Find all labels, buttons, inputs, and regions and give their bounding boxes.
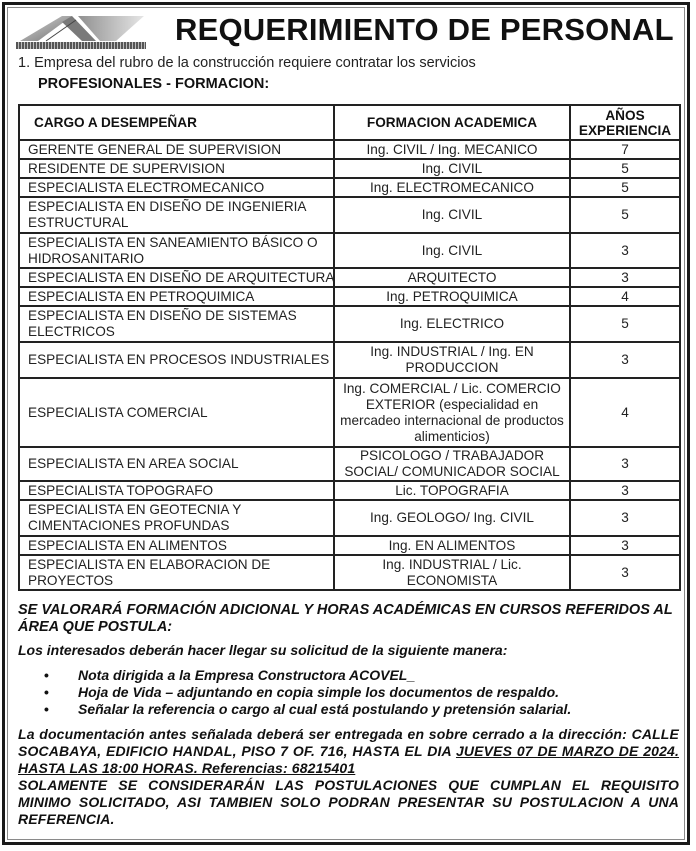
cell-cargo: ESPECIALISTA EN PETROQUIMICA	[19, 287, 334, 306]
cell-anos: 4	[570, 287, 680, 306]
column-header-anos: AÑOS EXPERIENCIA	[570, 105, 680, 140]
list-item: • Nota dirigida a la Empresa Constructora ACOVEL_	[78, 667, 679, 684]
cell-cargo: GERENTE GENERAL DE SUPERVISION	[19, 140, 334, 159]
cell-cargo: ESPECIALISTA EN PROCESOS INDUSTRIALES	[19, 342, 334, 378]
cell-cargo: ESPECIALISTA EN DISEÑO DE INGENIERIA ESTRUCTURAL	[19, 197, 334, 233]
table-row	[19, 287, 680, 306]
table-row	[19, 178, 680, 197]
table-row	[19, 536, 680, 555]
instructions-intro: Los interesados deberán hacer llegar su solicitud de la siguiente manera:	[18, 642, 508, 658]
table-row	[19, 197, 680, 233]
cell-formacion: Ing. ELECTRICO	[334, 306, 570, 342]
table-row	[19, 233, 680, 268]
list-item: • Señalar la referencia o cargo al cual está postulando y pretensión salarial.	[78, 701, 679, 718]
logo-caption	[16, 42, 146, 49]
cell-anos: 5	[570, 178, 680, 197]
cell-anos: 3	[570, 536, 680, 555]
cell-formacion: PSICOLOGO / TRABAJADOR SOCIAL/ COMUNICADOR SOCIAL	[334, 447, 570, 481]
cell-cargo: ESPECIALISTA EN ELABORACION DE PROYECTOS	[19, 555, 334, 590]
cell-formacion: Ing. PETROQUIMICA	[334, 287, 570, 306]
cell-cargo: ESPECIALISTA TOPOGRAFO	[19, 481, 334, 500]
cell-anos: 3	[570, 500, 680, 536]
table-header-row	[19, 105, 680, 140]
cell-cargo: ESPECIALISTA ELECTROMECANICO	[19, 178, 334, 197]
valoracion-note: SE VALORARÁ FORMACIÓN ADICIONAL Y HORAS ACADÉMICAS EN CURSOS REFERIDOS AL ÁREA QUE POSTULA:	[18, 602, 673, 635]
section-subheading: PROFESIONALES - FORMACION:	[38, 76, 270, 92]
cell-formacion: Ing. INDUSTRIAL / Lic. ECONOMISTA	[334, 555, 570, 590]
cell-formacion: Ing. INDUSTRIAL / Ing. EN PRODUCCION	[334, 342, 570, 378]
cell-anos: 7	[570, 140, 680, 159]
cell-formacion: Ing. CIVIL	[334, 233, 570, 268]
cell-anos: 3	[570, 555, 680, 590]
cell-cargo: RESIDENTE DE SUPERVISION	[19, 159, 334, 178]
cell-anos: 5	[570, 306, 680, 342]
cell-formacion: Ing. GEOLOGO/ Ing. CIVIL	[334, 500, 570, 536]
cell-anos: 5	[570, 159, 680, 178]
table-row	[19, 555, 680, 590]
page-title: REQUERIMIENTO DE PERSONAL	[175, 12, 674, 47]
cell-cargo: ESPECIALISTA EN SANEAMIENTO BÁSICO O HIDROSANITARIO	[19, 233, 334, 268]
cell-anos: 3	[570, 447, 680, 481]
cell-formacion: ARQUITECTO	[334, 268, 570, 287]
table-row	[19, 447, 680, 481]
company-logo	[16, 12, 146, 50]
cell-cargo: ESPECIALISTA EN ALIMENTOS	[19, 536, 334, 555]
cell-formacion: Ing. COMERCIAL / Lic. COMERCIO EXTERIOR (especialidad en mercadeo internacional de productos alimenticios)	[334, 378, 570, 447]
cell-formacion: Ing. CIVIL / Ing. MECANICO	[334, 140, 570, 159]
column-header-cargo: CARGO A DESEMPEÑAR	[19, 105, 334, 140]
table-row	[19, 268, 680, 287]
table-row	[19, 378, 680, 447]
column-header-formacion: FORMACION ACADEMICA	[334, 105, 570, 140]
cell-cargo: ESPECIALISTA EN AREA SOCIAL	[19, 447, 334, 481]
cell-anos: 5	[570, 197, 680, 233]
cell-cargo: ESPECIALISTA EN DISEÑO DE ARQUITECTURA	[19, 268, 334, 287]
cell-cargo: ESPECIALISTA COMERCIAL	[19, 378, 334, 447]
table-row	[19, 481, 680, 500]
cell-anos: 3	[570, 268, 680, 287]
list-item: • Hoja de Vida – adjuntando en copia simple los documentos de respaldo.	[78, 684, 679, 701]
cell-formacion: Ing. CIVIL	[334, 197, 570, 233]
delivery-instructions	[18, 726, 679, 777]
intro-text: 1. Empresa del rubro de la construcción requiere contratar los servicios	[18, 55, 476, 71]
table-row	[19, 306, 680, 342]
delivery-address: La documentación antes señalada deberá ser entregada en sobre cerrado a la dirección: CALLE SOCABAYA, EDIFICIO HANDAL, PISO 7 OF. 716, HASTA EL DIA	[18, 726, 679, 759]
table-row	[19, 140, 680, 159]
cell-formacion: Lic. TOPOGRAFIA	[334, 481, 570, 500]
cell-cargo: ESPECIALISTA EN DISEÑO DE SISTEMAS ELECTRICOS	[19, 306, 334, 342]
application-notes	[18, 602, 679, 828]
table-row	[19, 342, 680, 378]
cell-cargo: ESPECIALISTA EN GEOTECNIA Y CIMENTACIONES PROFUNDAS	[19, 500, 334, 536]
cell-anos: 4	[570, 378, 680, 447]
table-row	[19, 159, 680, 178]
eligibility-condition: SOLAMENTE SE CONSIDERARÁN LAS POSTULACIONES QUE CUMPLAN EL REQUISITO MINIMO SOLICITADO, ASI TAMBIEN SOLO PODRAN PRESENTAR SU POSTULACION A UNA REFERENCIA.	[18, 777, 679, 827]
delivery-deadline: JUEVES 07 DE MARZO DE 2024. HASTA LAS 18:00 HORAS. Referencias: 68215401	[18, 743, 680, 776]
cell-formacion: Ing. EN ALIMENTOS	[334, 536, 570, 555]
cell-formacion: Ing. CIVIL	[334, 159, 570, 178]
cell-anos: 3	[570, 233, 680, 268]
requirements-list	[18, 667, 679, 718]
logo-roof-icon	[16, 12, 146, 42]
cell-formacion: Ing. ELECTROMECANICO	[334, 178, 570, 197]
table-row	[19, 500, 680, 536]
cell-anos: 3	[570, 481, 680, 500]
cell-anos: 3	[570, 342, 680, 378]
requirements-table	[18, 104, 681, 591]
